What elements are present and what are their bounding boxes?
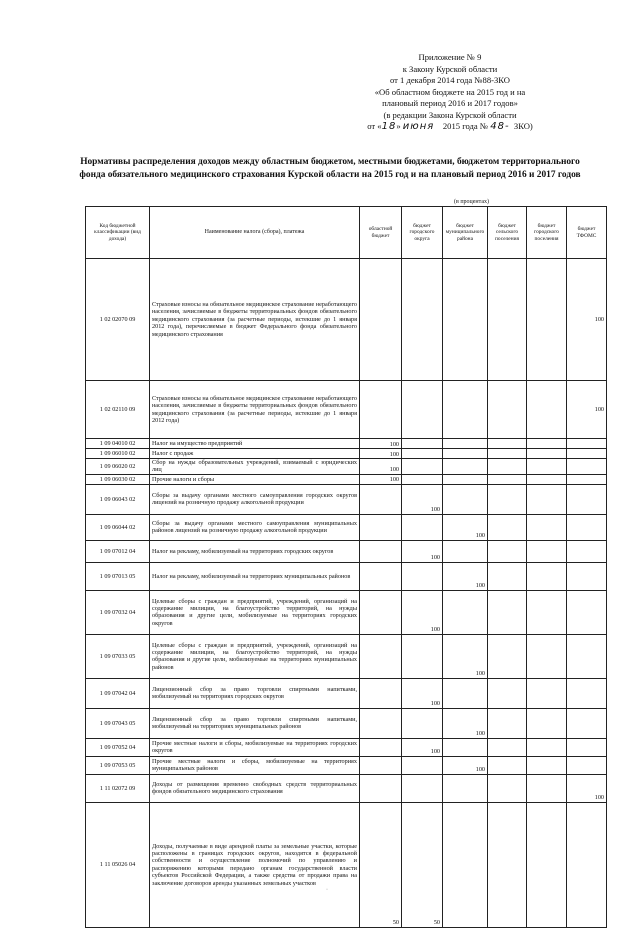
table-row bbox=[86, 678, 607, 708]
district-rate-cell bbox=[443, 439, 488, 449]
urban-rate-cell bbox=[527, 449, 567, 459]
regional-rate-cell bbox=[360, 756, 402, 774]
table-header-row bbox=[86, 207, 607, 259]
urban-rate-cell bbox=[527, 774, 567, 802]
table-row bbox=[86, 590, 607, 634]
regional-rate-cell bbox=[360, 484, 402, 514]
budget-code-cell: 1 09 06043 02 bbox=[86, 484, 150, 514]
income-name-cell: Налог на имущество предприятий bbox=[150, 439, 360, 449]
urban-rate-cell bbox=[527, 381, 567, 439]
district-rate-cell bbox=[443, 381, 488, 439]
urban-rate-cell bbox=[527, 459, 567, 475]
budget-code-cell: 1 09 07042 04 bbox=[86, 678, 150, 708]
district-rate-cell bbox=[443, 590, 488, 634]
urban-rate-cell bbox=[527, 590, 567, 634]
rural-rate-cell bbox=[488, 678, 527, 708]
tfoms-rate-cell bbox=[567, 708, 607, 738]
city-rate-cell bbox=[402, 514, 443, 540]
budget-code-cell: 1 09 07052 04 bbox=[86, 738, 150, 756]
tfoms-rate-cell bbox=[567, 459, 607, 475]
district-rate-cell: 100 bbox=[443, 756, 488, 774]
district-rate-cell bbox=[443, 474, 488, 484]
regional-rate-cell bbox=[360, 678, 402, 708]
regional-rate-cell: 50 bbox=[360, 802, 402, 927]
district-rate-cell: 100 bbox=[443, 514, 488, 540]
regional-rate-cell bbox=[360, 381, 402, 439]
tfoms-rate-cell bbox=[567, 678, 607, 708]
city-rate-cell: 100 bbox=[402, 540, 443, 562]
district-rate-cell bbox=[443, 540, 488, 562]
tfoms-rate-cell: 100 bbox=[567, 774, 607, 802]
budget-code-cell: 1 11 05026 04 bbox=[86, 802, 150, 927]
city-rate-cell bbox=[402, 708, 443, 738]
income-name-cell: Прочие местные налоги и сборы, мобилизуемые на территориях городских округов bbox=[150, 738, 360, 756]
handwritten-day: 18 bbox=[381, 121, 397, 132]
rural-rate-cell bbox=[488, 259, 527, 381]
budget-code-cell: 1 09 07053 05 bbox=[86, 756, 150, 774]
col-header-district: бюджет муниципального района bbox=[443, 207, 488, 259]
regional-rate-cell bbox=[360, 774, 402, 802]
urban-rate-cell bbox=[527, 634, 567, 678]
district-rate-cell: 100 bbox=[443, 708, 488, 738]
urban-rate-cell bbox=[527, 678, 567, 708]
table-row bbox=[86, 439, 607, 449]
tfoms-rate-cell bbox=[567, 484, 607, 514]
rural-rate-cell bbox=[488, 562, 527, 590]
table-row bbox=[86, 449, 607, 459]
rural-rate-cell bbox=[488, 449, 527, 459]
table-row bbox=[86, 459, 607, 475]
table-row bbox=[86, 738, 607, 756]
table-row bbox=[86, 484, 607, 514]
budget-code-cell: 1 09 06020 02 bbox=[86, 459, 150, 475]
regional-rate-cell bbox=[360, 540, 402, 562]
tfoms-rate-cell bbox=[567, 756, 607, 774]
budget-code-cell: 1 09 04010 02 bbox=[86, 439, 150, 449]
tfoms-rate-cell bbox=[567, 540, 607, 562]
page-mark: · bbox=[326, 887, 328, 893]
col-header-regional: областной бюджет bbox=[360, 207, 402, 259]
law-date: от 1 декабря 2014 года №88-ЗКО bbox=[389, 75, 511, 85]
law-reference: к Закону Курской области bbox=[402, 63, 498, 74]
district-rate-cell bbox=[443, 738, 488, 756]
tfoms-rate-cell bbox=[567, 738, 607, 756]
col-header-name: Наименование налога (сбора), платежа bbox=[150, 207, 360, 259]
budget-code-cell: 1 09 07012 04 bbox=[86, 540, 150, 562]
rural-rate-cell bbox=[488, 381, 527, 439]
rural-rate-cell bbox=[488, 708, 527, 738]
rural-rate-cell bbox=[488, 738, 527, 756]
rural-rate-cell bbox=[488, 756, 527, 774]
district-rate-cell bbox=[443, 802, 488, 927]
rural-rate-cell bbox=[488, 590, 527, 634]
law-title-1: «Об областном бюджете на 2015 год и на bbox=[374, 86, 526, 97]
table-row bbox=[86, 514, 607, 540]
tfoms-rate-cell: 100 bbox=[567, 381, 607, 439]
urban-rate-cell bbox=[527, 756, 567, 774]
budget-code-cell: 1 09 07043 05 bbox=[86, 708, 150, 738]
district-rate-cell: 100 bbox=[443, 634, 488, 678]
document-title: Нормативы распределения доходов между областным бюджетом, местными бюджетами, бюджетом территориального фонда обязательного медицинского страхования Курской области на 2015 год и на плановый период 2016 и 2017 годов bbox=[79, 157, 581, 180]
city-rate-cell bbox=[402, 756, 443, 774]
city-rate-cell: 100 bbox=[402, 484, 443, 514]
table-row bbox=[86, 562, 607, 590]
col-header-code: Код бюджетной классификации (вид дохода) bbox=[86, 207, 150, 259]
urban-rate-cell bbox=[527, 474, 567, 484]
urban-rate-cell bbox=[527, 562, 567, 590]
urban-rate-cell bbox=[527, 259, 567, 381]
rural-rate-cell bbox=[488, 459, 527, 475]
table-row bbox=[86, 634, 607, 678]
regional-rate-cell: 100 bbox=[360, 474, 402, 484]
regional-rate-cell: 100 bbox=[360, 439, 402, 449]
table-body bbox=[86, 259, 607, 928]
urban-rate-cell bbox=[527, 514, 567, 540]
tfoms-rate-cell bbox=[567, 514, 607, 540]
regional-rate-cell bbox=[360, 634, 402, 678]
tfoms-rate-cell bbox=[567, 474, 607, 484]
budget-code-cell: 1 09 06030 02 bbox=[86, 474, 150, 484]
city-rate-cell: 50 bbox=[402, 802, 443, 927]
city-rate-cell bbox=[402, 474, 443, 484]
city-rate-cell bbox=[402, 259, 443, 381]
regional-rate-cell: 100 bbox=[360, 449, 402, 459]
income-name-cell: Налог на рекламу, мобилизуемый на территориях городских округов bbox=[150, 540, 360, 562]
budget-code-cell: 1 09 06044 02 bbox=[86, 514, 150, 540]
district-rate-cell bbox=[443, 484, 488, 514]
edition-note: (в редакции Закона Курской области bbox=[383, 109, 517, 120]
table-row bbox=[86, 474, 607, 484]
tfoms-rate-cell bbox=[567, 439, 607, 449]
city-rate-cell bbox=[402, 449, 443, 459]
budget-code-cell: 1 09 07013 05 bbox=[86, 562, 150, 590]
income-name-cell: Сборы за выдачу органами местного самоуправления городских округов лицензий на розничную продажу алкогольной продукции bbox=[150, 484, 360, 514]
tfoms-rate-cell bbox=[567, 634, 607, 678]
tfoms-rate-cell bbox=[567, 562, 607, 590]
city-rate-cell bbox=[402, 439, 443, 449]
income-name-cell: Доходы, получаемые в виде арендной платы за земельные участки, которые расположены в границах городских округов, находятся в федеральной собственности и осуществление полномочий по управлению и распоряжению которыми передано органам государственной власти субъектов Российской Федерации, а также средства от продажи права на заключение договоров аренды указанных земельных участков bbox=[150, 802, 360, 927]
table-row bbox=[86, 381, 607, 439]
income-name-cell: Налог с продаж bbox=[150, 449, 360, 459]
rural-rate-cell bbox=[488, 439, 527, 449]
income-name-cell: Прочие местные налоги и сборы, мобилизуемые на территориях муниципальных районов bbox=[150, 756, 360, 774]
district-rate-cell bbox=[443, 459, 488, 475]
district-rate-cell: 100 bbox=[443, 562, 488, 590]
tfoms-rate-cell bbox=[567, 590, 607, 634]
handwritten-month: июня bbox=[402, 121, 435, 132]
distribution-table bbox=[85, 206, 607, 928]
district-rate-cell bbox=[443, 259, 488, 381]
urban-rate-cell bbox=[527, 708, 567, 738]
city-rate-cell: 100 bbox=[402, 738, 443, 756]
urban-rate-cell bbox=[527, 802, 567, 927]
city-rate-cell bbox=[402, 562, 443, 590]
col-header-rural: бюджет сельского поселения bbox=[488, 207, 527, 259]
table-row bbox=[86, 708, 607, 738]
law-title-2: плановый период 2016 и 2017 годов» bbox=[382, 98, 518, 108]
regional-rate-cell bbox=[360, 590, 402, 634]
income-name-cell: Лицензионный сбор за право торговли спиртными напитками, мобилизуемый на территориях муниципальных районов bbox=[150, 708, 360, 738]
urban-rate-cell bbox=[527, 738, 567, 756]
col-header-city: бюджет городского округа bbox=[402, 207, 443, 259]
urban-rate-cell bbox=[527, 540, 567, 562]
budget-code-cell: 1 09 07032 04 bbox=[86, 590, 150, 634]
units-note: (в процентах) bbox=[454, 199, 489, 205]
income-name-cell: Страховые взносы на обязательное медицинское страхование неработающего населения, зачисляемые в бюджеты территориальных фондов обязательного медицинского страхования (за расчетные периоды, истекшие до 1 января 2012 года) bbox=[150, 381, 360, 439]
budget-code-cell: 1 11 02072 09 bbox=[86, 774, 150, 802]
income-name-cell: Налог на рекламу, мобилизуемый на территориях муниципальных районов bbox=[150, 562, 360, 590]
district-rate-cell bbox=[443, 678, 488, 708]
regional-rate-cell bbox=[360, 259, 402, 381]
regional-rate-cell bbox=[360, 708, 402, 738]
city-rate-cell bbox=[402, 774, 443, 802]
rural-rate-cell bbox=[488, 634, 527, 678]
income-name-cell: Прочие налоги и сборы bbox=[150, 474, 360, 484]
city-rate-cell: 100 bbox=[402, 590, 443, 634]
urban-rate-cell bbox=[527, 484, 567, 514]
income-name-cell: Сбор на нужды образовательных учреждений, взимаемый с юридических лиц bbox=[150, 459, 360, 475]
income-name-cell: Целевые сборы с граждан и предприятий, учреждений, организаций на содержание милиции, на благоустройство территорий, на нужды образования и другие цели, мобилизуемые на территориях муниципальных районов bbox=[150, 634, 360, 678]
col-header-urban: бюджет городского поселения bbox=[527, 207, 567, 259]
budget-code-cell: 1 02 02110 09 bbox=[86, 381, 150, 439]
table-row bbox=[86, 540, 607, 562]
rural-rate-cell bbox=[488, 514, 527, 540]
budget-code-cell: 1 09 07033 05 bbox=[86, 634, 150, 678]
city-rate-cell bbox=[402, 634, 443, 678]
table-row bbox=[86, 259, 607, 381]
city-rate-cell bbox=[402, 459, 443, 475]
rural-rate-cell bbox=[488, 802, 527, 927]
col-header-tfoms: бюджет ТФОМС bbox=[567, 207, 607, 259]
handwritten-number: 48- bbox=[490, 121, 510, 132]
rural-rate-cell bbox=[488, 774, 527, 802]
table-row bbox=[86, 756, 607, 774]
rural-rate-cell bbox=[488, 484, 527, 514]
city-rate-cell: 100 bbox=[402, 678, 443, 708]
rural-rate-cell bbox=[488, 474, 527, 484]
edition-date: от «18» июня 2015 года № 48- ЗКО) bbox=[367, 121, 533, 132]
tfoms-rate-cell bbox=[567, 802, 607, 927]
income-name-cell: Сборы за выдачу органами местного самоуправления муниципальных районов лицензий на розничную продажу алкогольной продукции bbox=[150, 514, 360, 540]
appendix-number: Приложение № 9 bbox=[418, 52, 482, 62]
income-name-cell: Лицензионный сбор за право торговли спиртными напитками, мобилизуемый на территориях городских округов bbox=[150, 678, 360, 708]
city-rate-cell bbox=[402, 381, 443, 439]
table-row bbox=[86, 774, 607, 802]
income-name-cell: Доходы от размещения временно свободных средств территориальных фондов обязательного медицинского страхования bbox=[150, 774, 360, 802]
budget-code-cell: 1 02 02070 09 bbox=[86, 259, 150, 381]
regional-rate-cell bbox=[360, 738, 402, 756]
district-rate-cell bbox=[443, 774, 488, 802]
tfoms-rate-cell bbox=[567, 449, 607, 459]
income-name-cell: Страховые взносы на обязательное медицинское страхование неработающего населения, зачисляемые в бюджеты территориальных фондов обязательного медицинского страхования (за расчетные периоды, истекшие до 1 января 2012 года), перечисляемые в бюджет Федерального фонда обязательного медицинского страхования bbox=[150, 259, 360, 381]
regional-rate-cell: 100 bbox=[360, 459, 402, 475]
budget-code-cell: 1 09 06010 02 bbox=[86, 449, 150, 459]
table-row bbox=[86, 802, 607, 927]
rural-rate-cell bbox=[488, 540, 527, 562]
appendix-header bbox=[330, 52, 570, 133]
income-name-cell: Целевые сборы с граждан и предприятий, учреждений, организаций на содержание милиции, на благоустройство территорий, на нужды образования и другие цели, мобилизуемые на территориях городских округов bbox=[150, 590, 360, 634]
regional-rate-cell bbox=[360, 562, 402, 590]
district-rate-cell bbox=[443, 449, 488, 459]
urban-rate-cell bbox=[527, 439, 567, 449]
regional-rate-cell bbox=[360, 514, 402, 540]
tfoms-rate-cell: 100 bbox=[567, 259, 607, 381]
